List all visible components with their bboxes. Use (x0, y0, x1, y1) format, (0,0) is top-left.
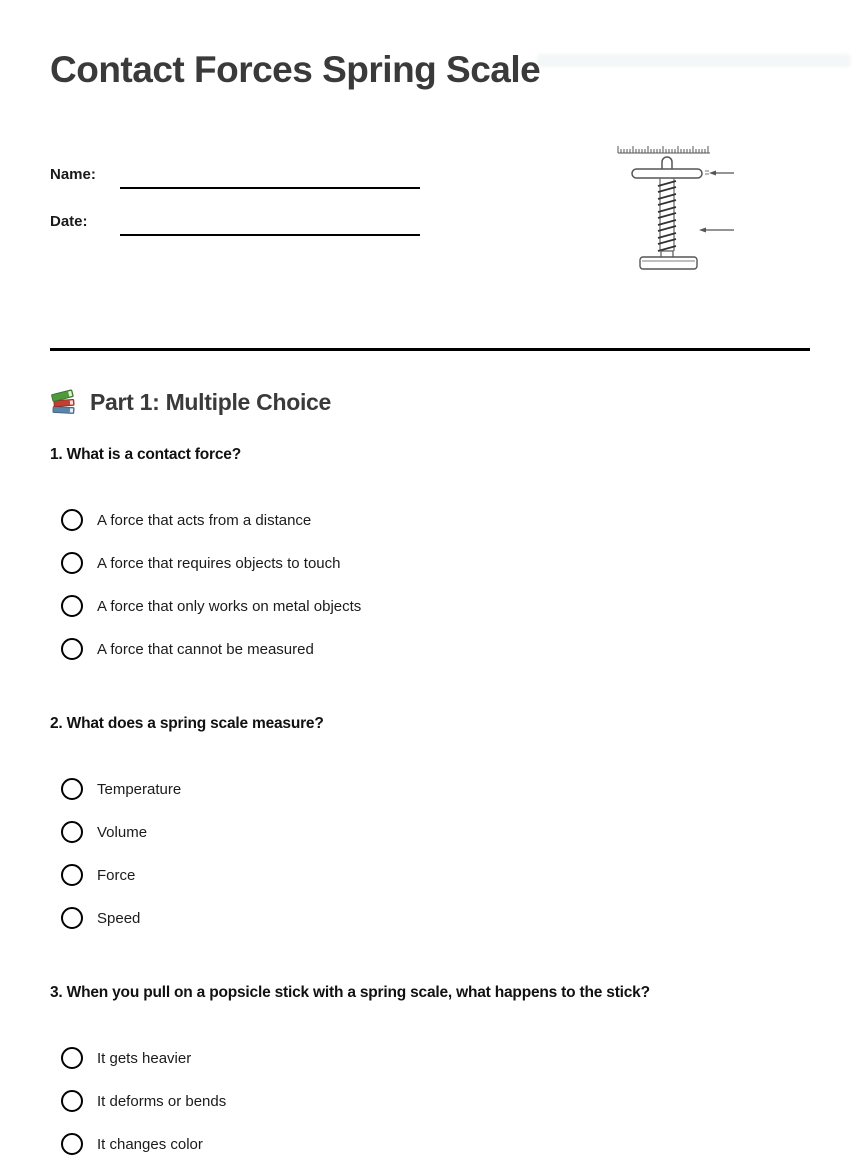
question-2 (50, 714, 820, 950)
radio-button[interactable] (61, 595, 83, 617)
options-group (50, 1047, 820, 1155)
option-row[interactable] (50, 552, 820, 574)
option-label: Volume (97, 823, 148, 841)
page-title: Contact Forces Spring Scale (50, 49, 541, 90)
option-label: It deforms or bends (97, 1092, 227, 1110)
options-group (50, 509, 820, 660)
radio-button[interactable] (61, 821, 83, 843)
option-label: A force that cannot be measured (97, 640, 314, 658)
handle-bar (632, 169, 702, 178)
name-label: Name: (50, 166, 96, 183)
name-input-line[interactable] (120, 187, 420, 189)
radio-button[interactable] (61, 552, 83, 574)
question-3 (50, 983, 820, 1161)
radio-button[interactable] (61, 1090, 83, 1112)
radio-button[interactable] (61, 1047, 83, 1069)
arrow-top-icon (709, 171, 734, 176)
option-label: It changes color (97, 1135, 203, 1153)
radio-button[interactable] (61, 1133, 83, 1155)
option-label: Speed (97, 909, 141, 927)
option-row[interactable] (50, 907, 820, 929)
option-row[interactable] (50, 1133, 820, 1155)
spring-scale-illustration (608, 140, 740, 275)
option-row[interactable] (50, 864, 820, 886)
radio-button[interactable] (61, 638, 83, 660)
date-input-line[interactable] (120, 234, 420, 236)
option-row[interactable] (50, 778, 820, 800)
option-label: Temperature (97, 780, 182, 798)
equals-mark (705, 171, 709, 174)
date-label: Date: (50, 213, 88, 230)
base-plate (640, 257, 697, 269)
ruler-icon (618, 146, 710, 153)
radio-button[interactable] (61, 864, 83, 886)
option-label: Force (97, 866, 136, 884)
question-prompt: 1. What is a contact force? (50, 446, 241, 463)
option-label: A force that acts from a distance (97, 511, 312, 529)
radio-button[interactable] (61, 509, 83, 531)
part1-heading (50, 388, 331, 416)
option-label: A force that requires objects to touch (97, 554, 341, 572)
option-row[interactable] (50, 1090, 820, 1112)
option-label: It gets heavier (97, 1049, 192, 1067)
option-row[interactable] (50, 1047, 820, 1069)
option-row[interactable] (50, 509, 820, 531)
options-group (50, 778, 820, 929)
radio-button[interactable] (61, 778, 83, 800)
hook-loop (662, 157, 672, 169)
radio-button[interactable] (61, 907, 83, 929)
question-1 (50, 445, 820, 681)
faint-watermark (537, 54, 851, 67)
section-divider (50, 348, 810, 351)
arrow-middle-icon (699, 228, 734, 233)
option-row[interactable] (50, 821, 820, 843)
question-prompt: 3. When you pull on a popsicle stick with a spring scale, what happens to the stick? (50, 984, 650, 1001)
spring-coils (658, 181, 676, 251)
question-prompt: 2. What does a spring scale measure? (50, 715, 324, 732)
option-label: A force that only works on metal objects (97, 597, 362, 615)
option-row[interactable] (50, 638, 820, 660)
option-row[interactable] (50, 595, 820, 617)
books-icon (50, 388, 78, 416)
part1-title: Part 1: Multiple Choice (90, 388, 332, 415)
